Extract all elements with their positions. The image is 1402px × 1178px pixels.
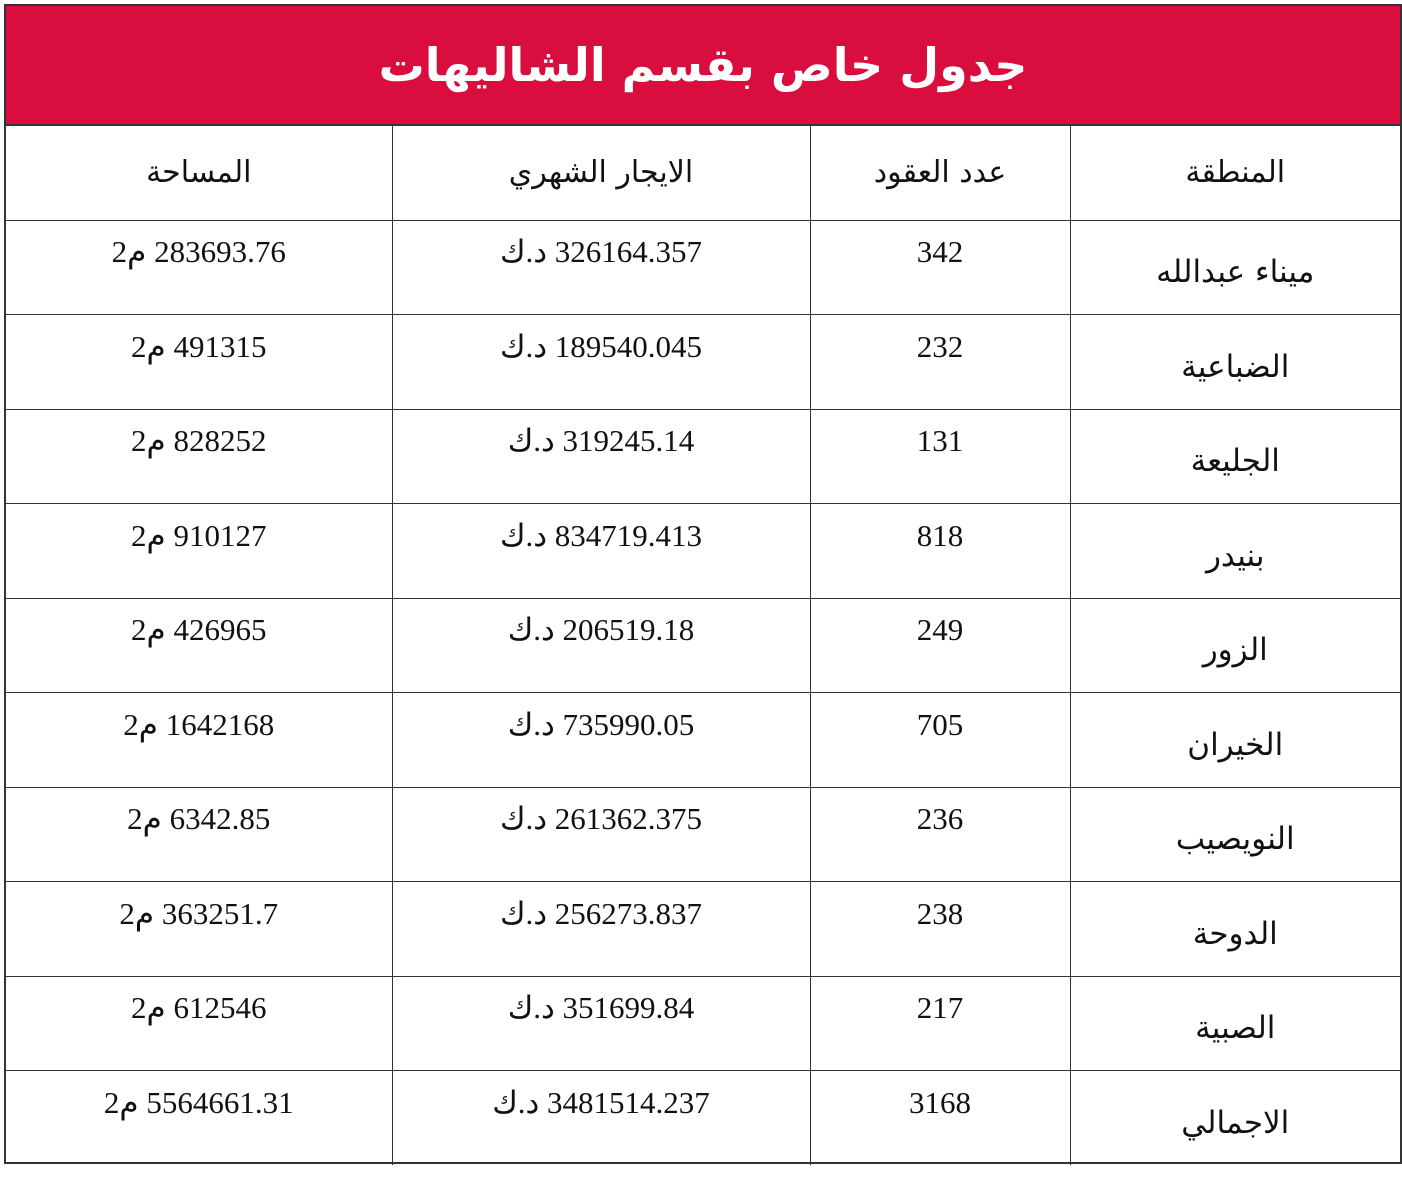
cell-contracts: 131 bbox=[810, 409, 1070, 504]
chalets-table-sheet bbox=[4, 4, 1402, 1164]
cell-contracts: 249 bbox=[810, 598, 1070, 693]
table-row bbox=[6, 409, 1400, 504]
header-region: المنطقة bbox=[1070, 126, 1400, 220]
cell-region: الجليعة bbox=[1070, 409, 1400, 504]
cell-rent: 319245.14 د.ك bbox=[392, 409, 810, 504]
table-row bbox=[6, 693, 1400, 788]
table-row bbox=[6, 787, 1400, 882]
cell-area: 612546 م2 bbox=[6, 976, 392, 1071]
cell-rent: 256273.837 د.ك bbox=[392, 882, 810, 977]
table-body bbox=[6, 220, 1400, 1165]
cell-rent-total: 3481514.237 د.ك bbox=[392, 1071, 810, 1166]
cell-contracts: 238 bbox=[810, 882, 1070, 977]
title-banner bbox=[6, 6, 1400, 126]
table-title: جدول خاص بقسم الشاليهات bbox=[378, 38, 1028, 92]
cell-contracts: 705 bbox=[810, 693, 1070, 788]
cell-area: 491315 م2 bbox=[6, 315, 392, 410]
cell-region: بنيدر bbox=[1070, 504, 1400, 599]
cell-area-total: 5564661.31 م2 bbox=[6, 1071, 392, 1166]
cell-rent: 206519.18 د.ك bbox=[392, 598, 810, 693]
table-row bbox=[6, 220, 1400, 315]
cell-area: 1642168 م2 bbox=[6, 693, 392, 788]
chalets-table bbox=[6, 126, 1400, 1165]
cell-region: النويصيب bbox=[1070, 787, 1400, 882]
cell-area: 910127 م2 bbox=[6, 504, 392, 599]
cell-area: 828252 م2 bbox=[6, 409, 392, 504]
cell-rent: 261362.375 د.ك bbox=[392, 787, 810, 882]
cell-region-total: الاجمالي bbox=[1070, 1071, 1400, 1166]
cell-rent: 326164.357 د.ك bbox=[392, 220, 810, 315]
table-row-total bbox=[6, 1071, 1400, 1166]
cell-region: الضباعية bbox=[1070, 315, 1400, 410]
table-row bbox=[6, 598, 1400, 693]
table-row bbox=[6, 976, 1400, 1071]
table-row bbox=[6, 504, 1400, 599]
cell-rent: 189540.045 د.ك bbox=[392, 315, 810, 410]
cell-region: ميناء عبدالله bbox=[1070, 220, 1400, 315]
cell-contracts: 232 bbox=[810, 315, 1070, 410]
table-row bbox=[6, 315, 1400, 410]
header-row bbox=[6, 126, 1400, 220]
cell-region: الخيران bbox=[1070, 693, 1400, 788]
cell-region: الصبية bbox=[1070, 976, 1400, 1071]
header-rent: الايجار الشهري bbox=[392, 126, 810, 220]
header-contracts: عدد العقود bbox=[810, 126, 1070, 220]
cell-area: 283693.76 م2 bbox=[6, 220, 392, 315]
cell-contracts: 342 bbox=[810, 220, 1070, 315]
header-area: المساحة bbox=[6, 126, 392, 220]
cell-contracts-total: 3168 bbox=[810, 1071, 1070, 1166]
cell-rent: 351699.84 د.ك bbox=[392, 976, 810, 1071]
cell-rent: 735990.05 د.ك bbox=[392, 693, 810, 788]
cell-contracts: 217 bbox=[810, 976, 1070, 1071]
cell-area: 6342.85 م2 bbox=[6, 787, 392, 882]
cell-area: 363251.7 م2 bbox=[6, 882, 392, 977]
cell-contracts: 236 bbox=[810, 787, 1070, 882]
table-row bbox=[6, 882, 1400, 977]
cell-contracts: 818 bbox=[810, 504, 1070, 599]
cell-region: الزور bbox=[1070, 598, 1400, 693]
cell-rent: 834719.413 د.ك bbox=[392, 504, 810, 599]
cell-region: الدوحة bbox=[1070, 882, 1400, 977]
cell-area: 426965 م2 bbox=[6, 598, 392, 693]
